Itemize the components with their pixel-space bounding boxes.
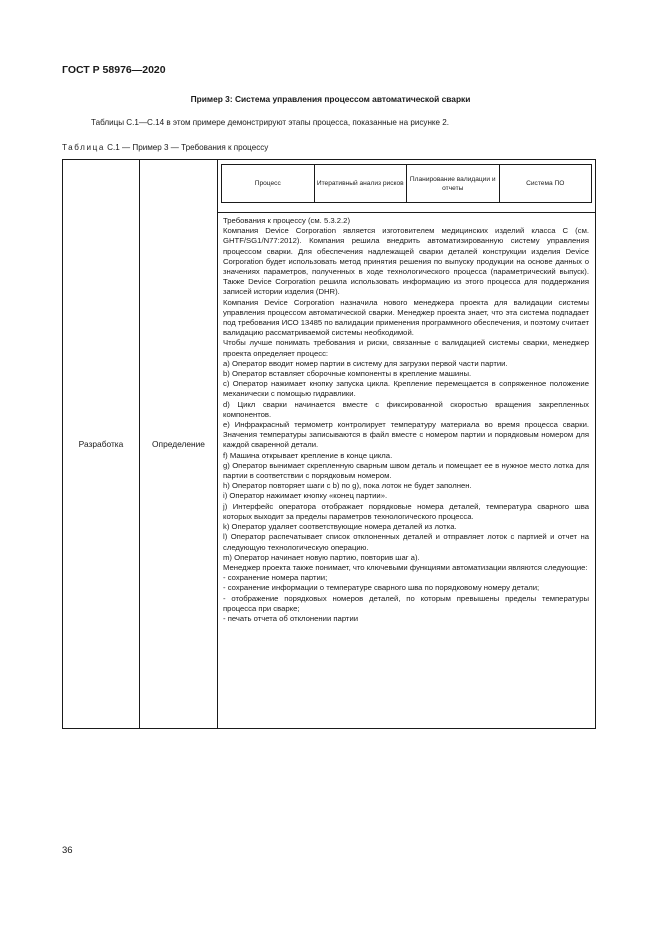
requirements-paragraph: k) Оператор удаляет соответствующие номера деталей из лотка. [223,522,457,532]
intro-paragraph: Таблицы С.1—С.14 в этом примере демонстрируют этапы процесса, показанные на рисунке 2. [91,118,450,127]
table-caption [62,143,268,152]
requirements-paragraph: c) Оператор нажимает кнопку запуска цикла. Крепление перемещается в сопряженное положение механически с помощью гидравлики. [223,379,589,399]
requirements-paragraph: - отображение порядковых номеров деталей, по которым превышены пределы температуры процесса при сварке; [223,593,589,613]
requirements-paragraph: f) Машина открывает крепление в конце цикла. [223,450,393,460]
process-header-cell [218,160,596,213]
requirements-paragraph: g) Оператор вынимает скрепленную сварным швом деталь и помещает ее в нужное место лотка для партии в соответствии с порядковым номером. [223,460,589,481]
requirements-paragraph: Компания Device Corporation является изготовителем медицинских изделий класса С (см. GHTF/SG1/N77:2012). Компания решила внедрить автоматизированную систему управления процессом сварки. Для обеспечения надлежащей сварки деталей конструкции изделия Device Corporation будет использовать метод принятия решения по выпуску продукции на основе данных о значениях параметров, полученных в ходе технологического процесса (параметрический выпуск). Также Device Corporation решила использовать информацию из этого процесса для поддержания записей истории изделия (DHR). [223,226,589,297]
stage-label: Определение [152,439,205,449]
requirements-paragraph: i) Оператор нажимает кнопку «конец партии». [223,491,388,501]
requirements-body-cell [218,213,596,729]
requirements-paragraph: m) Оператор начинает новую партию, повторив шаг a). [223,552,420,562]
subheader-software-system: Система ПО [499,165,592,203]
requirements-paragraph: Требования к процессу (см. 5.3.2.2) [223,216,351,225]
requirements-paragraph: d) Цикл сварки начинается вместе с фиксированной скоростью вращения закрепленных компонентов. [223,399,589,419]
requirements-paragraph: a) Оператор вводит номер партии в систему для загрузки первой части партии. [223,358,508,368]
section-title: Пример 3: Система управления процессом автоматической сварки [190,94,471,104]
requirements-table [62,159,596,729]
requirements-paragraph: b) Оператор вставляет сборочные компоненты в крепление машины. [223,369,472,379]
subheader-validation-planning: Планирование валидации и отчеты [407,165,500,203]
phase-cell [63,160,140,729]
requirements-paragraph: Чтобы лучше понимать требования и риски, связанные с валидацией системы сварки, менеджер проекта определяет процесс: [223,338,589,358]
requirements-paragraph: - сохранение номера партии; [223,573,328,583]
table-caption-word: Таблица [62,143,105,152]
requirements-paragraph: j) Интерфейс оператора отображает порядковые номера деталей, температура сварного шва которых выходит за пределы параметров технологического процесса. [223,501,589,521]
requirements-paragraph: l) Оператор распечатывает список отклоненных деталей и отправляет лоток с партией и отчет на следующую технологическую операцию. [223,532,589,552]
phase-label: Разработка [78,439,124,449]
subheader-risk-analysis: Итеративный анализ рисков [314,165,407,203]
stage-cell [140,160,218,729]
table-caption-text: С.1 — Пример 3 — Требования к процессу [104,143,269,152]
requirements-paragraph: e) Инфракрасный термометр контролирует температуру материала во время процесса сварки. Значения температуры записываются в файл вместе с номером партии и порядковым номером для каждой сваренной детали. [223,420,589,450]
requirements-paragraph: h) Оператор повторяет шаги с b) по g), пока лоток не будет заполнен. [223,481,472,491]
page-number: 36 [62,845,73,856]
requirements-text [223,216,589,624]
requirements-paragraph: - печать отчета об отклонении партии [223,613,359,623]
requirements-paragraph: - сохранение информации о температуре сварного шва по порядковому номеру детали; [223,583,540,593]
process-subheader-table [221,164,592,203]
standard-designation: ГОСТ Р 58976—2020 [62,64,166,76]
subheader-process: Процесс [222,165,315,203]
requirements-paragraph: Менеджер проекта также понимает, что ключевыми функциями автоматизации являются следующие: [223,562,588,572]
requirements-paragraph: Компания Device Corporation назначила нового менеджера проекта для валидации системы управления процессом автоматической сварки. Менеджер проекта знает, что эта система подпадает под требования ИСО 13485 по валидации применения программного обеспечения, и поэтому считает валидацию рассматриваемой системы необходимой. [223,297,589,338]
